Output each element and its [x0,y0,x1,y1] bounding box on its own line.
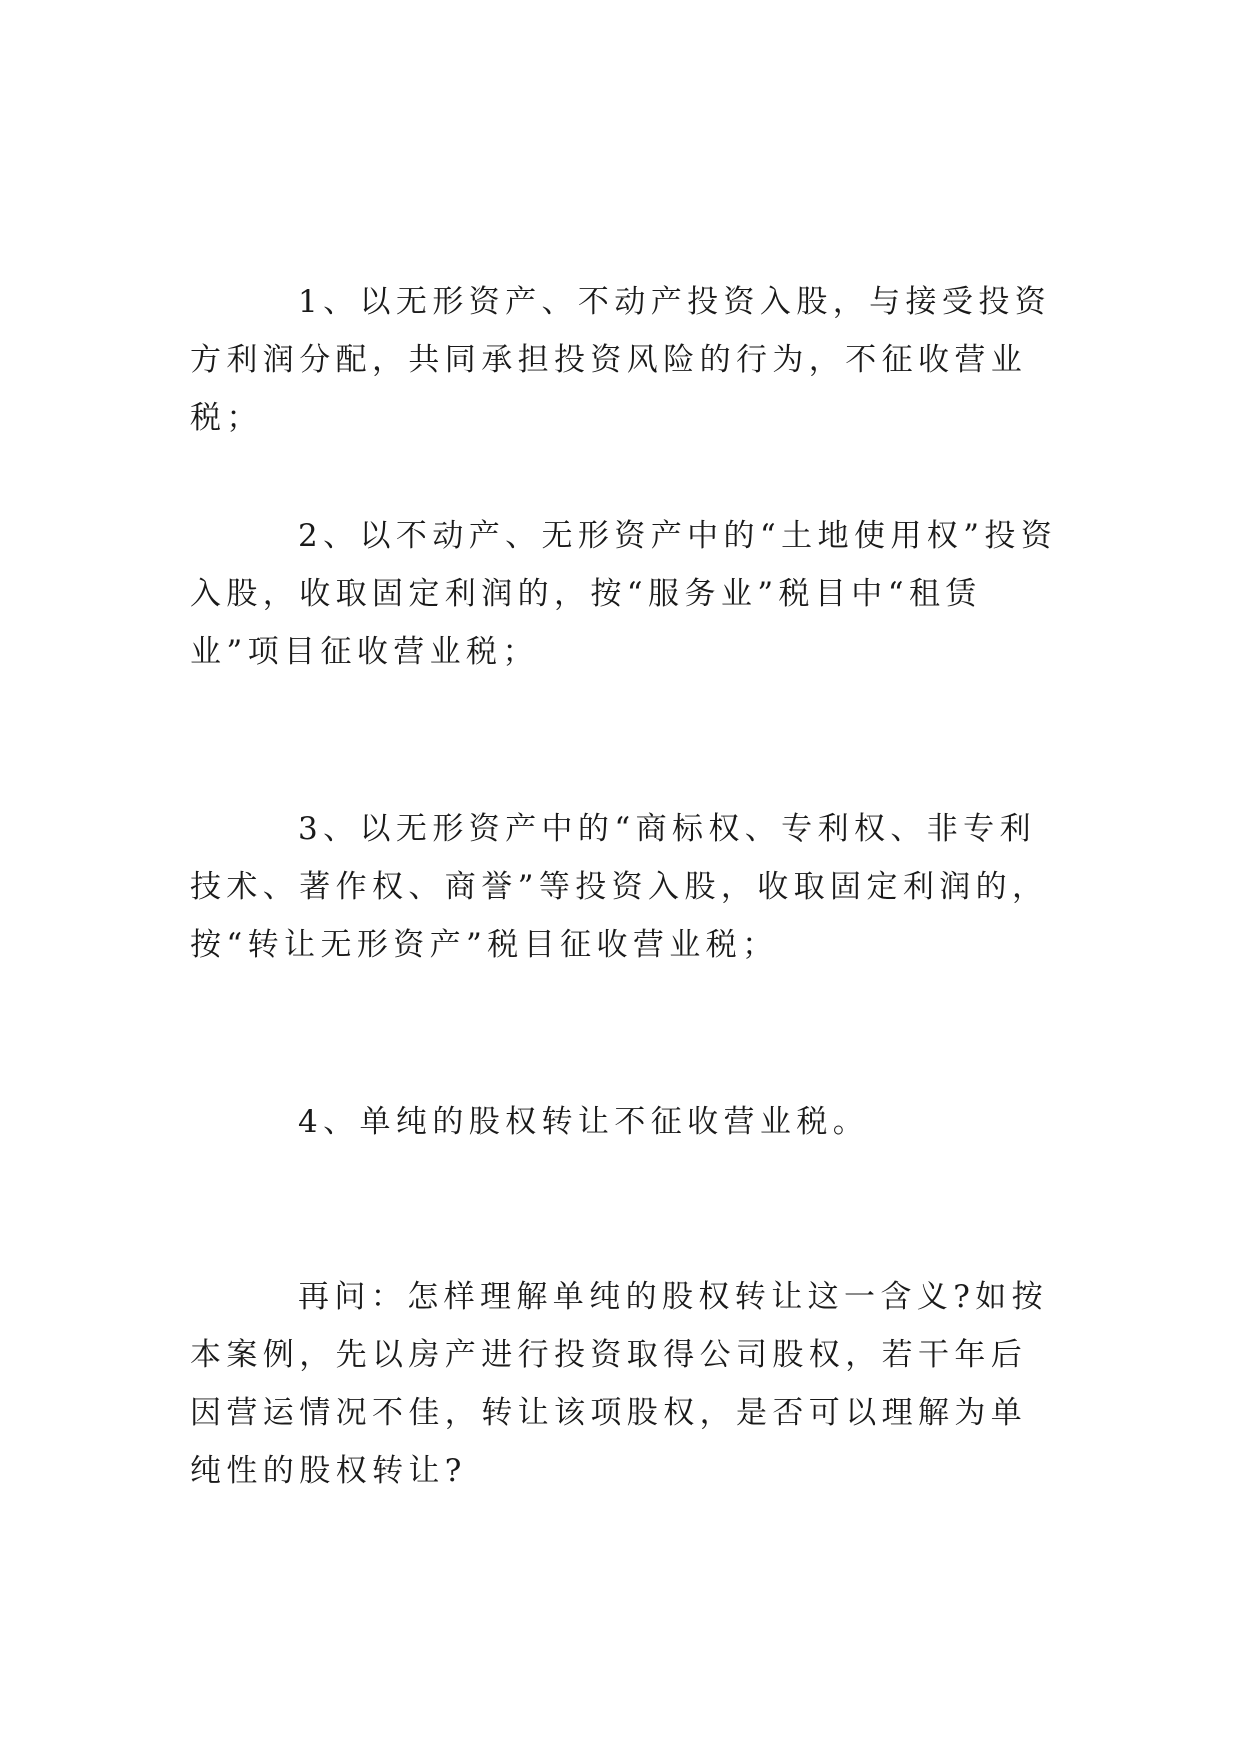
paragraph-5: 再问：怎样理解单纯的股权转让这一含义?如按本案例，先以房产进行投资取得公司股权，若干年后因营运情况不佳，转让该项股权，是否可以理解为单纯性的股权转让? [190,1279,1049,1489]
paragraph-3: 3、以无形资产中的“商标权、专利权、非专利技术、著作权、商誉”等投资入股，收取固定利润的，按“转让无形资产”税目征收营业税； [190,811,1049,963]
paragraph-4: 4、单纯的股权转让不征收营业税。 [298,1104,870,1140]
paragraph-2: 2、以不动产、无形资产中的“土地使用权”投资入股，收取固定利润的，按“服务业”税目中“租赁业”项目征收营业税； [190,518,1058,670]
paragraph-1: 1、以无形资产、不动产投资入股，与接受投资方利润分配，共同承担投资风险的行为，不征收营业税； [190,284,1052,436]
